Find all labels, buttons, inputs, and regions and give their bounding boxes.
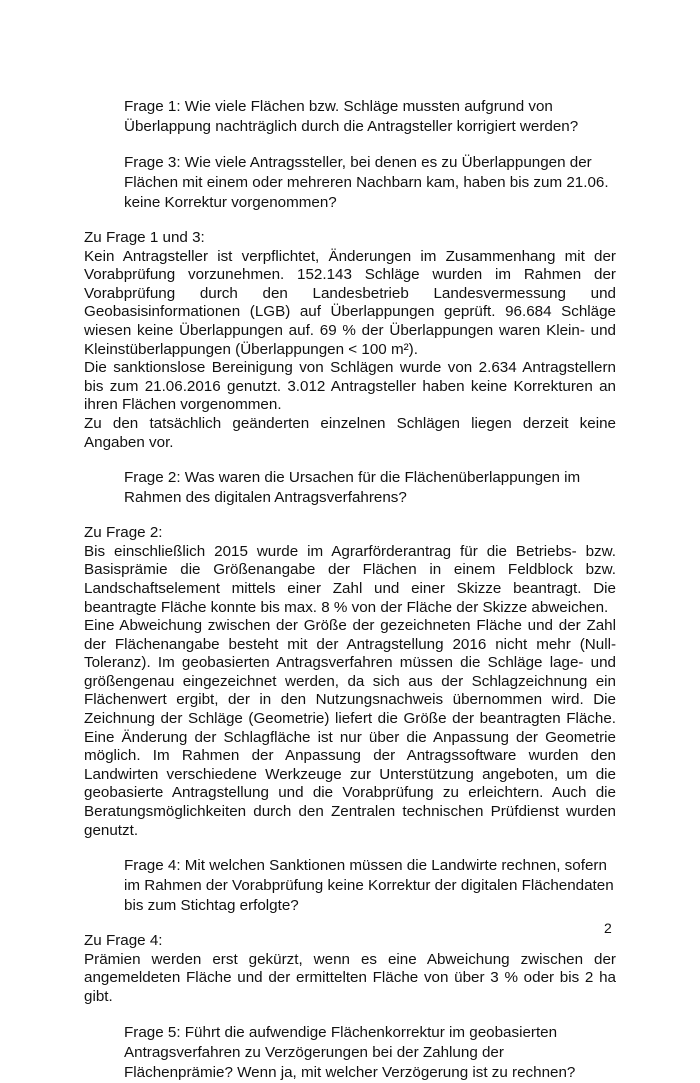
answer-2-heading: Zu Frage 2: (84, 524, 163, 542)
answer-1-3-paragraph-1: Kein Antragsteller ist verpflichtet, Änderungen im Zusammenhang mit der Vorabprüfung vorzunehmen. 152.143 Schläge wurden im Rahmen der Vorabprüfung durch den Landesbetrieb Landesvermessung und Geobasisinformationen (LGB) auf Überlappungen geprüft. 96.684 Schläge wiesen keine Überlappungen auf. 69 % der Überlappungen waren Klein- und Kleinstüberlappungen (Überlappungen < 100 m²). (84, 247, 616, 358)
question-3: Frage 3: Wie viele Antragssteller, bei denen es zu Überlappungen der Flächen mit einem oder mehreren Nachbarn kam, haben bis zum 21.06. keine Korrektur vorgenommen? (124, 154, 609, 211)
question-5: Frage 5: Führt die aufwendige Flächenkorrektur im geobasierten Antragsverfahren zu Verzögerungen bei der Zahlung der Flächenprämie? Wenn ja, mit welcher Verzögerung ist zu rechnen? (124, 1023, 576, 1081)
question-2: Frage 2: Was waren die Ursachen für die Flächenüberlappungen im Rahmen des digitalen Antragsverfahrens? (124, 469, 581, 507)
answer-1-3-paragraph-3: Zu den tatsächlich geänderten einzelnen Schlägen liegen derzeit keine Angaben vor. (84, 414, 616, 451)
answer-1-3-paragraph-2: Die sanktionslose Bereinigung von Schlägen wurde von 2.634 Antragstellern bis zum 21.06.2016 genutzt. 3.012 Antragsteller haben keine Korrekturen an ihren Flächen vorgenommen. (84, 359, 616, 414)
answer-4-paragraph-1: Prämien werden erst gekürzt, wenn es eine Abweichung zwischen der angemeldeten Fläche und der ermittelten Fläche von über 3 % oder bis 2 ha gibt. (84, 950, 616, 1005)
document-body (84, 97, 616, 1083)
page-number: 2 (604, 920, 612, 936)
question-1: Frage 1: Wie viele Flächen bzw. Schläge mussten aufgrund von Überlappung nachträglich durch die Antragsteller korrigiert werden? (124, 98, 579, 135)
question-4: Frage 4: Mit welchen Sanktionen müssen die Landwirte rechnen, sofern im Rahmen der Vorabprüfung keine Korrektur der digitalen Flächendaten bis zum Stichtag erfolgte? (124, 857, 614, 915)
answer-2-paragraph-1: Bis einschließlich 2015 wurde im Agrarförderantrag für die Betriebs- bzw. Basisprämie die Größenangabe der Flächen in einem Feldblock bzw. Landschaftselement mittels einer Zahl und einer Skizze beantragt. Die beantragte Fläche konnte bis max. 8 % von der Fläche der Skizze abweichen. (84, 542, 616, 616)
answer-1-3-heading: Zu Frage 1 und 3: (84, 229, 205, 246)
answer-4-heading: Zu Frage 4: (84, 932, 163, 950)
answer-2-paragraph-2: Eine Abweichung zwischen der Größe der gezeichneten Fläche und der Zahl der Flächenangabe besteht mit der Antragstellung 2016 nicht mehr (Null-Toleranz). Im geobasierten Antragsverfahren müssen die Schläge lage- und größengenau eingezeichnet werden, da sich aus der Schlagzeichnung ein Flächenwert ergibt, der in den Nutzungsnachweis übernommen wird. Die Zeichnung der Schläge (Geometrie) liefert die Größe der beantragten Fläche. Eine Änderung der Schlagfläche ist nur über die Anpassung der Geometrie möglich. Im Rahmen der Anpassung der Antragssoftware wurden den Landwirten verschiedene Werkzeuge zur Unterstützung angeboten, um die geobasierte Antragstellung und die Vorabprüfung zu erleichtern. Auch die Beratungsmöglichkeiten durch den Zentralen technischen Prüfdienst wurden genutzt. (84, 617, 616, 839)
